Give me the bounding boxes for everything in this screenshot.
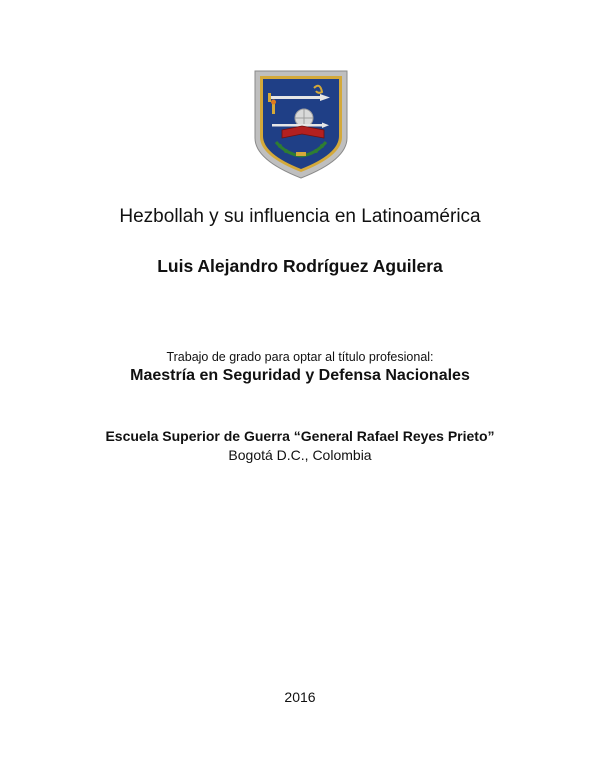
institution-name: Escuela Superior de Guerra “General Rafael Reyes Prieto”	[105, 428, 495, 444]
author-name: Luis Alejandro Rodríguez Aguilera	[157, 256, 443, 276]
document-title: Hezbollah y su influencia en Latinoamérica	[119, 206, 481, 227]
degree-title: Maestría en Seguridad y Defensa Nacionales	[130, 367, 470, 384]
publication-year: 2016	[284, 689, 316, 705]
purpose-line: Trabajo de grado para optar al título profesional:	[166, 350, 434, 364]
institutional-crest-icon	[252, 68, 350, 180]
location: Bogotá D.C., Colombia	[228, 447, 372, 463]
